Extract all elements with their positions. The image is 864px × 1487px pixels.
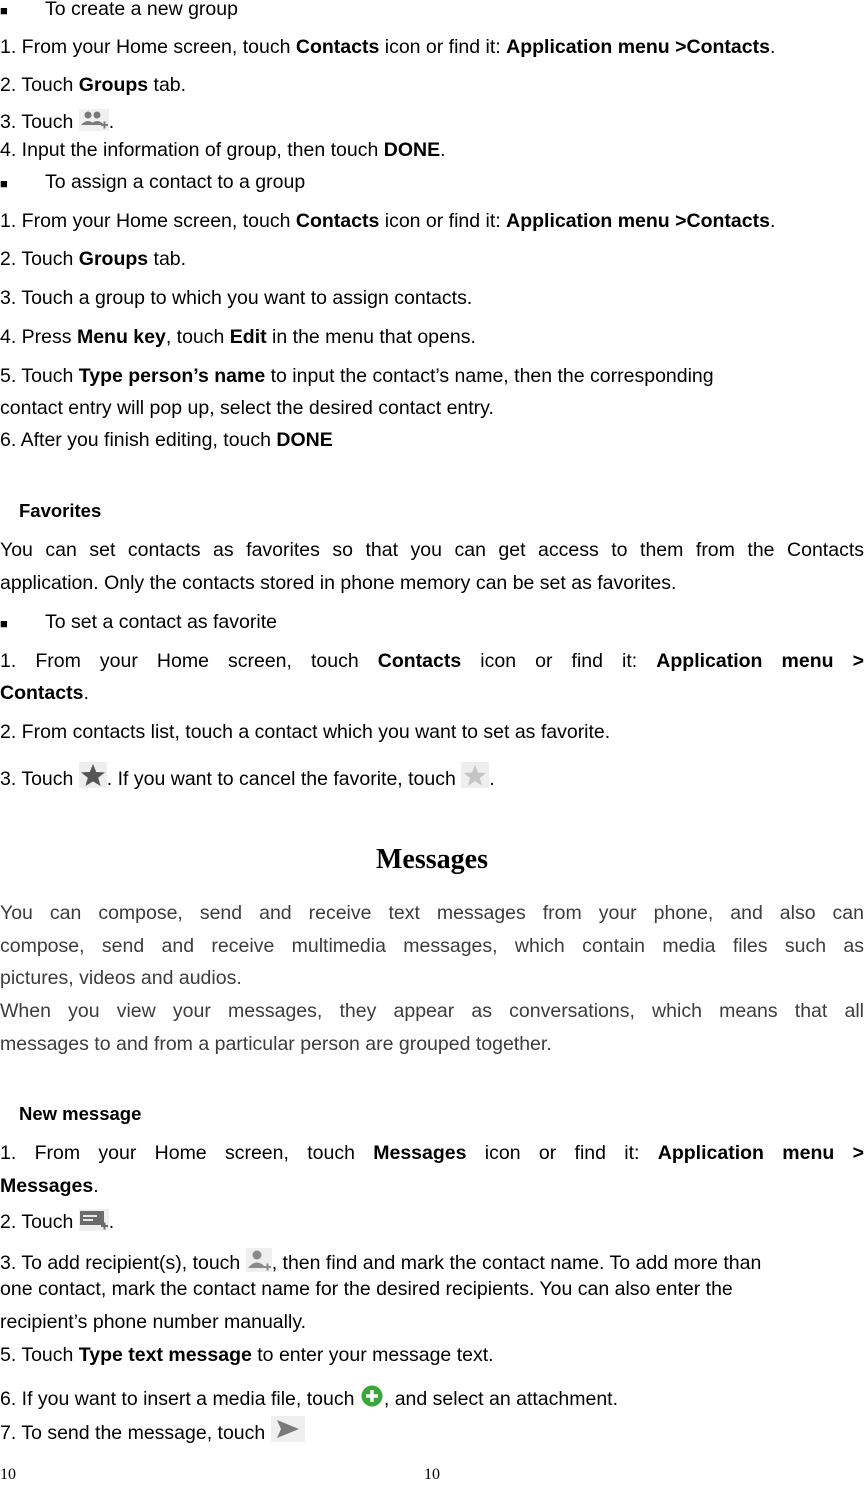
messages-para-2-line-2: messages to and from a particular person are grouped together. [0,1033,552,1055]
assign-group-step-4: 4. Press Menu key, touch Edit in the menu that opens. [0,326,476,348]
assign-group-step-5: 5. Touch Type person’s name to input the contact’s name, then the corresponding [0,365,714,387]
assign-group-step-1: 1. From your Home screen, touch Contacts icon or find it: Application menu >Contacts. [0,210,776,232]
new-message-step-1-cont: Messages. [0,1175,99,1197]
new-message-title: New message [19,1103,142,1124]
new-message-step-7: 7. To send the message, touch [0,1416,305,1444]
attach-plus-icon [360,1384,384,1408]
favorites-intro-line-1: You can set contacts as favorites so that you can get access to them from the Contacts [0,539,864,561]
star-empty-icon [461,762,489,788]
new-message-step-6: 6. If you want to insert a media file, touch , and select an attachment. [0,1384,618,1410]
create-group-step-2: 2. Touch Groups tab. [0,74,187,96]
new-message-step-1: 1. From your Home screen, touch Messages icon or find it: Application menu > [0,1142,864,1164]
favorite-heading: To set a contact as favorite [45,611,277,633]
assign-group-step-3: 3. Touch a group to which you want to assign contacts. [0,287,473,309]
favorite-step-1: 1. From your Home screen, touch Contacts icon or find it: Application menu > [0,650,864,672]
new-message-step-5: 5. Touch Type text message to enter your message text. [0,1344,494,1366]
new-message-step-3-cont: one contact, mark the contact name for the desired recipients. You can also enter the [0,1278,733,1300]
favorite-step-1-cont: Contacts. [0,682,89,704]
bullet-marker: ■ [0,3,8,18]
star-filled-icon [79,762,107,788]
messages-para-2-line-1: When you view your messages, they appear as conversations, which means that all [0,1000,864,1022]
new-message-step-2: 2. Touch . [0,1211,115,1233]
create-group-step-4: 4. Input the information of group, then touch DONE. [0,139,446,161]
assign-group-step-6: 6. After you finish editing, touch DONE [0,429,333,451]
messages-title: Messages [376,844,488,875]
assign-group-heading: To assign a contact to a group [45,171,306,193]
create-group-step-3: 3. Touch . [0,111,115,133]
favorites-title: Favorites [19,500,102,521]
send-icon [271,1416,305,1442]
page-number-center: 10 [424,1466,440,1483]
messages-para-1-line-2: compose, send and receive multimedia messages, which contain media files such as [0,935,864,957]
favorites-intro-line-2: application. Only the contacts stored in phone memory can be set as favorites. [0,572,677,594]
new-message-step-3: 3. To add recipient(s), touch , then find and mark the contact name. To add more than [0,1248,761,1274]
messages-para-1-line-1: You can compose, send and receive text messages from your phone, and also can [0,902,864,924]
bullet-marker: ■ [0,176,8,191]
page-number-left: 10 [0,1466,16,1483]
assign-group-step-2: 2. Touch Groups tab. [0,248,187,270]
new-message-step-3-cont-2: recipient’s phone number manually. [0,1311,307,1333]
create-group-heading: To create a new group [45,0,238,20]
create-group-step-1: 1. From your Home screen, touch Contacts icon or find it: Application menu >Contacts. [0,36,776,58]
add-group-icon [79,109,109,131]
bullet-marker: ■ [0,616,8,631]
messages-para-1-line-3: pictures, videos and audios. [0,967,242,989]
add-recipient-icon [246,1248,272,1272]
assign-group-step-5-cont: contact entry will pop up, select the desired contact entry. [0,397,494,419]
favorite-step-3: 3. Touch . If you want to cancel the favorite, touch . [0,762,495,790]
new-message-icon [79,1209,109,1231]
favorite-step-2: 2. From contacts list, touch a contact which you want to set as favorite. [0,721,611,743]
